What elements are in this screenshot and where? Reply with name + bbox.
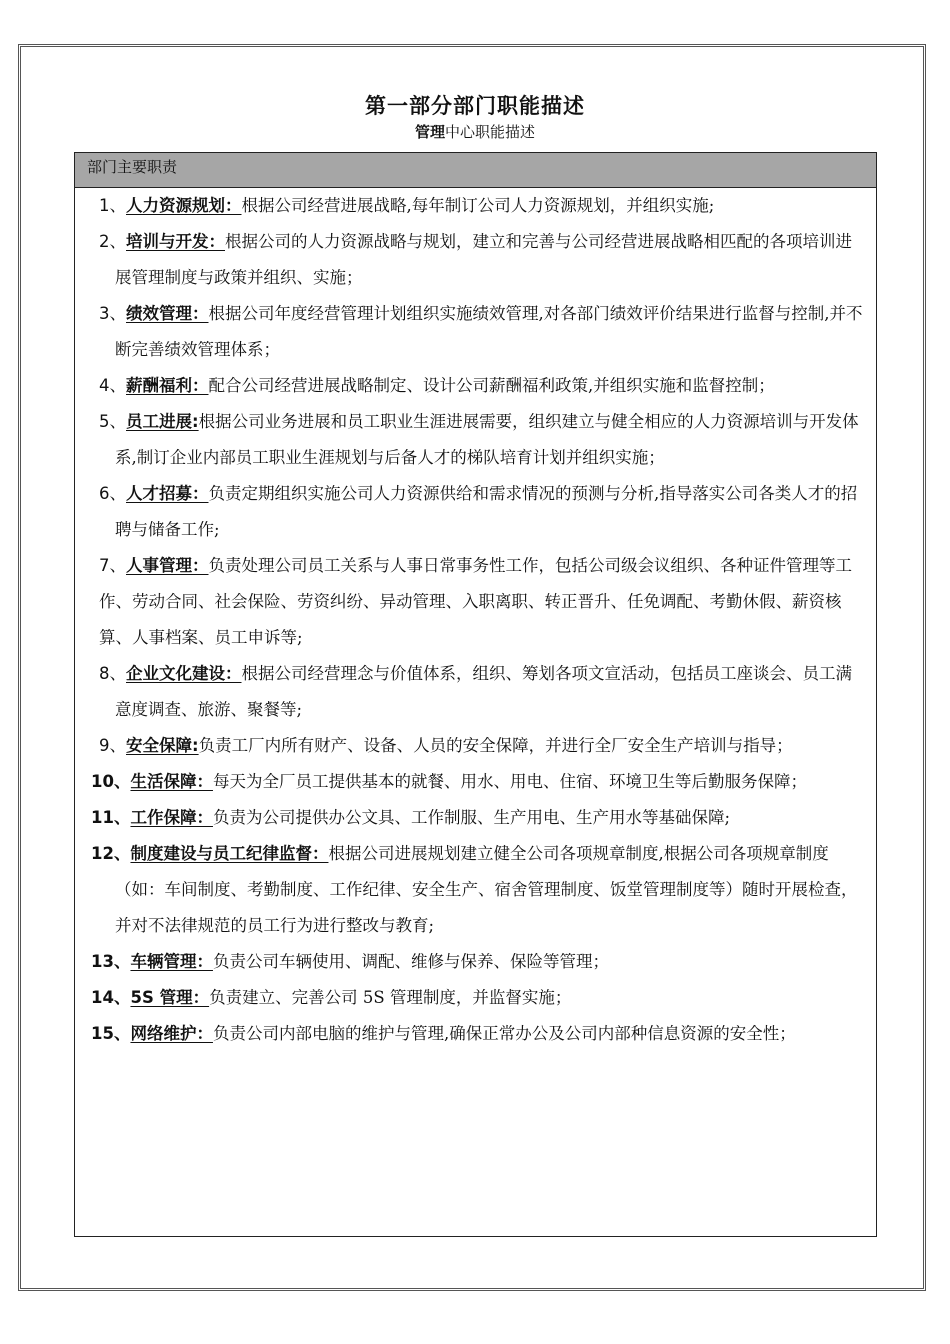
item-term: 培训与开发： xyxy=(126,232,225,251)
list-item: 6、人才招募：负责定期组织实施公司人力资源供给和需求情况的预测与分析,指导落实公司各类人才的招聘与储备工作; xyxy=(99,484,858,539)
item-term: 生活保障： xyxy=(130,772,213,791)
item-text: 负责定期组织实施公司人力资源供给和需求情况的预测与分析,指导落实公司各类人才的招聘与储备工作; xyxy=(115,484,858,539)
item-term: 网络维护： xyxy=(130,1024,213,1043)
list-item: 9、安全保障:负责工厂内所有财产、设备、人员的安全保障，并进行全厂安全生产培训与指导； xyxy=(99,736,793,755)
item-text: 负责建立、完善公司 5S 管理制度，并监督实施； xyxy=(209,988,572,1007)
item-term: 人力资源规划： xyxy=(126,196,242,215)
list-item: 1、人力资源规划：根据公司经营进展战略,每年制订公司人力资源规划，并组织实施; xyxy=(99,196,715,215)
duties-list xyxy=(75,188,876,1052)
subtitle-bold: 管理 xyxy=(414,123,445,141)
list-item: 4、薪酬福利：配合公司经营进展战略制定、设计公司薪酬福利政策,并组织实施和监督控制； xyxy=(99,376,775,395)
list-item: 11、工作保障：负责为公司提供办公文具、工作制服、生产用电、生产用水等基础保障; xyxy=(91,808,731,827)
item-term: 制度建设与员工纪律监督： xyxy=(130,844,329,863)
list-item: 2、培训与开发：根据公司的人力资源战略与规划，建立和完善与公司经营进展战略相匹配的各项培训进展管理制度与政策并组织、实施； xyxy=(99,232,852,287)
subtitle-rest: 中心职能描述 xyxy=(445,123,536,141)
item-term: 安全保障: xyxy=(126,736,199,755)
item-term: 人才招募： xyxy=(126,484,209,503)
item-term: 薪酬福利： xyxy=(126,376,209,395)
list-item: 10、生活保障：每天为全厂员工提供基本的就餐、用水、用电、住宿、环境卫生等后勤服务保障； xyxy=(91,772,807,791)
item-text: 根据公司经营理念与价值体系，组织、筹划各项文宣活动，包括员工座谈会、员工满意度调查、旅游、聚餐等; xyxy=(115,664,852,719)
item-text: 根据公司业务进展和员工职业生涯进展需要，组织建立与健全相应的人力资源培训与开发体系,制订企业内部员工职业生涯规划与后备人才的梯队培育计划并组织实施； xyxy=(115,412,859,467)
list-item: 14、5S 管理：负责建立、完善公司 5S 管理制度，并监督实施； xyxy=(91,988,572,1007)
page-title: 第一部分部门职能描述 xyxy=(365,94,585,118)
item-term: 5S 管理： xyxy=(130,988,210,1007)
list-item: 13、车辆管理：负责公司车辆使用、调配、维修与保养、保险等管理； xyxy=(91,952,609,971)
list-item: 12、制度建设与员工纪律监督：根据公司进展规划建立健全公司各项规章制度,根据公司各项规章制度（如：车间制度、考勤制度、工作纪律、安全生产、宿舍管理制度、饭堂管理制度等）随时开展检查，并对不法律规范的员工行为进行整改与教育; xyxy=(91,844,858,935)
item-term: 工作保障： xyxy=(130,808,213,827)
item-term: 车辆管理： xyxy=(130,952,213,971)
item-text: 负责处理公司员工关系与人事日常事务性工作，包括公司级会议组织、各种证件管理等工作、劳动合同、社会保险、劳资纠纷、异动管理、入职离职、转正晋升、任免调配、考勤休假、薪资核算、人事档案、员工申诉等; xyxy=(99,556,852,647)
item-text: 配合公司经营进展战略制定、设计公司薪酬福利政策,并组织实施和监督控制； xyxy=(208,376,775,395)
item-text: 每天为全厂员工提供基本的就餐、用水、用电、住宿、环境卫生等后勤服务保障； xyxy=(212,772,807,791)
item-text: 根据公司年度经营管理计划组织实施绩效管理,对各部门绩效评价结果进行监督与控制,并不断完善绩效管理体系； xyxy=(115,304,863,359)
item-text: 负责工厂内所有财产、设备、人员的安全保障，并进行全厂安全生产培训与指导； xyxy=(198,736,793,755)
item-term: 绩效管理： xyxy=(126,304,209,323)
list-item: 5、员工进展:根据公司业务进展和员工职业生涯进展需要，组织建立与健全相应的人力资源培训与开发体系,制订企业内部员工职业生涯规划与后备人才的梯队培育计划并组织实施； xyxy=(99,412,859,467)
list-item: 15、网络维护：负责公司内部电脑的维护与管理,确保正常办公及公司内部种信息资源的安全性； xyxy=(91,1024,796,1043)
item-text: 负责为公司提供办公文具、工作制服、生产用电、生产用水等基础保障; xyxy=(212,808,731,827)
list-item: 7、人事管理：负责处理公司员工关系与人事日常事务性工作，包括公司级会议组织、各种证件管理等工作、劳动合同、社会保险、劳资纠纷、异动管理、入职离职、转正晋升、任免调配、考勤休假、薪资核算、人事档案、员工申诉等; xyxy=(99,556,852,647)
item-term: 企业文化建设： xyxy=(126,664,242,683)
item-term: 人事管理： xyxy=(126,556,209,575)
list-item: 8、企业文化建设：根据公司经营理念与价值体系，组织、筹划各项文宣活动，包括员工座谈会、员工满意度调查、旅游、聚餐等; xyxy=(99,664,852,719)
item-text: 根据公司的人力资源战略与规划，建立和完善与公司经营进展战略相匹配的各项培训进展管理制度与政策并组织、实施； xyxy=(115,232,852,287)
page-subtitle xyxy=(0,121,950,142)
item-term: 员工进展: xyxy=(126,412,199,431)
list-item: 3、绩效管理：根据公司年度经营管理计划组织实施绩效管理,对各部门绩效评价结果进行监督与控制,并不断完善绩效管理体系； xyxy=(99,304,863,359)
item-text: 负责公司车辆使用、调配、维修与保养、保险等管理； xyxy=(212,952,609,971)
item-text: 负责公司内部电脑的维护与管理,确保正常办公及公司内部种信息资源的安全性； xyxy=(212,1024,796,1043)
item-text: 根据公司经营进展战略,每年制订公司人力资源规划，并组织实施; xyxy=(241,196,715,215)
item-text: 根据公司进展规划建立健全公司各项规章制度,根据公司各项规章制度（如：车间制度、考勤制度、工作纪律、安全生产、宿舍管理制度、饭堂管理制度等）随时开展检查，并对不法律规范的员工行为进行整改与教育; xyxy=(115,844,858,935)
duties-table xyxy=(74,152,877,1237)
table-header: 部门主要职责 xyxy=(75,153,876,188)
